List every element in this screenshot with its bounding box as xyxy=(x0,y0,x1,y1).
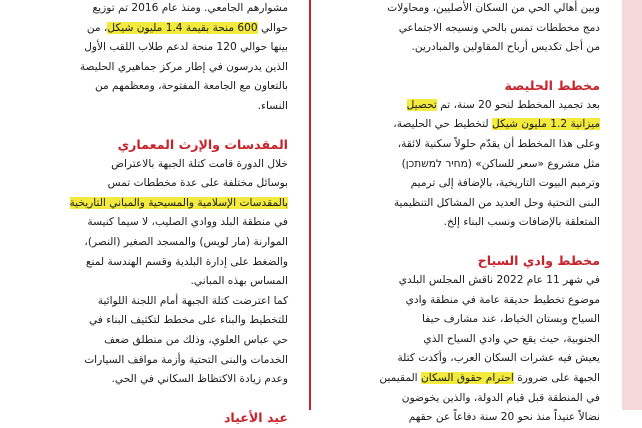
line-text: حي عباس العلوي، وذلك من منطلق ضعف xyxy=(104,333,288,346)
column-divider xyxy=(309,0,311,410)
paragraph-line: وبين أهالي الحي من السكان الأصليين، ومحاولات xyxy=(387,2,600,14)
paragraph-line xyxy=(332,174,600,194)
line-text: الجنوبية، حيث يقع حي وادي السياح الذي xyxy=(423,332,600,345)
paragraph-line: دمج مخططات تمس بالحي ونسيجه الاجتماعي xyxy=(398,21,600,34)
paragraph-line xyxy=(332,369,600,389)
line-text: للتخطيط والبناء على مخطط لتكثيف البناء في xyxy=(88,314,288,327)
line-text: ، من xyxy=(86,21,108,34)
line-text: بينها حوالي 120 منحة لدعم طلاب اللقب الأول xyxy=(84,41,288,54)
line-text: موضوع تخطيط حديقة عامة في منطقة وادي xyxy=(405,293,600,306)
line-text: في شهر 11 عام 2022 ناقش المجلس البلدي xyxy=(398,273,600,286)
line-text: الجبهة على ضرورة xyxy=(513,371,600,384)
line-text: والضغط على إدارة البلدية وقسم الهندسة لمنع xyxy=(85,255,288,268)
highlighted-text: 600 منحة بقيمة 1.4 مليون شيكل xyxy=(107,21,258,34)
paragraph-line xyxy=(10,331,288,351)
highlighted-text: تحصيل xyxy=(406,98,437,111)
line-text: وترميم البيوت التاريخية، بالإضافة إلى ترميم xyxy=(410,177,600,190)
line-text: الموارنة (مار لويس) والمسجد الصغير (النصر)، xyxy=(84,235,288,248)
right-column xyxy=(332,0,600,428)
paragraph-line xyxy=(332,115,600,135)
paragraph-line xyxy=(10,213,288,233)
line-text: نضالاً عنيداً منذ نحو 20 سنة دفاعاً عن حقهم xyxy=(408,411,600,424)
paragraph-line xyxy=(10,19,288,39)
line-text: يعيش فيه عشرات السكان العرب، وأكدت كتلة xyxy=(397,352,600,365)
paragraph-line xyxy=(10,38,288,58)
line-text: بوسائل مختلفة على عدة مخططات تمس xyxy=(107,177,288,190)
section-heading-feast: عيد الأعياد xyxy=(223,409,288,425)
paragraph-line xyxy=(332,271,600,291)
line-text: السياح وبستان الخياط، عند مشارف حيفا xyxy=(422,313,600,326)
paragraph-line xyxy=(10,370,288,390)
section-body-holy-sites xyxy=(10,155,288,390)
line-text: المقيمين xyxy=(379,371,421,384)
paragraph-line xyxy=(332,330,600,350)
paragraph-line xyxy=(332,194,600,214)
paragraph-line xyxy=(10,77,288,97)
paragraph-line xyxy=(332,135,600,155)
paragraph-line xyxy=(10,253,288,273)
line-text: لتخطيط حي الحليصة، xyxy=(393,118,492,131)
line-text: الذين يدرسون في إطار مركز جماهيري الحليصة xyxy=(79,60,288,73)
line-text: خلال الدورة قامت كتلة الجبهة بالاعتراض xyxy=(111,157,288,170)
line-text: المساس بهذه المباني. xyxy=(190,275,288,288)
paragraph-line xyxy=(332,389,600,409)
paragraph-line xyxy=(332,155,600,175)
line-text: المتعلقة بالإضافات ونسب البناء إلخ. xyxy=(443,216,600,229)
paragraph-line xyxy=(332,96,600,116)
line-text: وعلى هذا المخطط أن يقدّم حلولاً سكنية لائقة، xyxy=(397,137,600,150)
paragraph-line xyxy=(10,58,288,78)
paragraph-line xyxy=(10,174,288,194)
section-body-halisa xyxy=(332,96,600,233)
line-text: البنى التحتية وحل العديد من المشاكل التنظيمية xyxy=(393,196,600,209)
line-text: الخدمات والبنى التحتية وأزمة مواقف السيارات xyxy=(84,353,288,366)
line-text: في المنطقة قبل قيام الدولة، والذين يخوضون xyxy=(401,391,600,404)
left-intro xyxy=(10,0,288,117)
section-heading-halisa: مخطط الحليصة xyxy=(504,77,600,93)
paragraph-line xyxy=(10,233,288,253)
paragraph-line xyxy=(332,310,600,330)
section-body-wadi-siyah xyxy=(332,271,600,428)
paragraph-line xyxy=(332,408,600,428)
page-edge-strip xyxy=(622,0,642,410)
highlighted-text: احترام حقوق السكان xyxy=(420,371,514,384)
paragraph-line xyxy=(10,272,288,292)
line-text: وعدم زيادة الاكتظاظ السكاني في الحي. xyxy=(111,373,288,386)
paragraph-line xyxy=(10,155,288,175)
paragraph-line: من أجل تكديس أرباح المقاولين والمبادرين. xyxy=(411,41,600,54)
line-text: مشوارهم الجامعي. ومنذ عام 2016 تم توزيع xyxy=(92,2,288,14)
paragraph-line xyxy=(10,194,288,214)
paragraph-line xyxy=(332,213,600,233)
paragraph-line xyxy=(10,97,288,117)
line-text: بعد تجميد المخطط لنحو 20 سنة، تم xyxy=(436,98,600,111)
paragraph-line xyxy=(10,292,288,312)
paragraph-line xyxy=(332,291,600,311)
line-text: النساء. xyxy=(257,99,288,112)
line-text: بالتعاون مع الجامعة المفتوحة، ومعظمهم من xyxy=(94,80,288,93)
right-intro xyxy=(332,0,600,58)
section-heading-holy-sites: المقدسات والإرث المعماري xyxy=(117,136,288,152)
line-text: في منطقة البلد ووادي الصليب، لا سيما كنيسة xyxy=(87,216,288,229)
line-text: مثل مشروع «سعر للساكن» (מחיר למשתכן) xyxy=(401,157,600,170)
line-text: حوالي xyxy=(257,21,288,34)
paragraph-line xyxy=(10,0,288,19)
section-heading-wadi-siyah: مخطط وادي السياح xyxy=(477,252,600,268)
left-column xyxy=(10,0,288,428)
highlighted-text: ميزانية 1.2 مليون شيكل xyxy=(491,118,600,131)
paragraph-line xyxy=(10,351,288,371)
paragraph-line xyxy=(10,311,288,331)
highlighted-text: بالمقدسات الإسلامية والمسيحية والمباني التاريخية xyxy=(69,196,288,209)
line-text: كما اعترضت كتلة الجبهة أمام اللجنة اللوائية xyxy=(97,294,288,307)
paragraph-line xyxy=(332,349,600,369)
